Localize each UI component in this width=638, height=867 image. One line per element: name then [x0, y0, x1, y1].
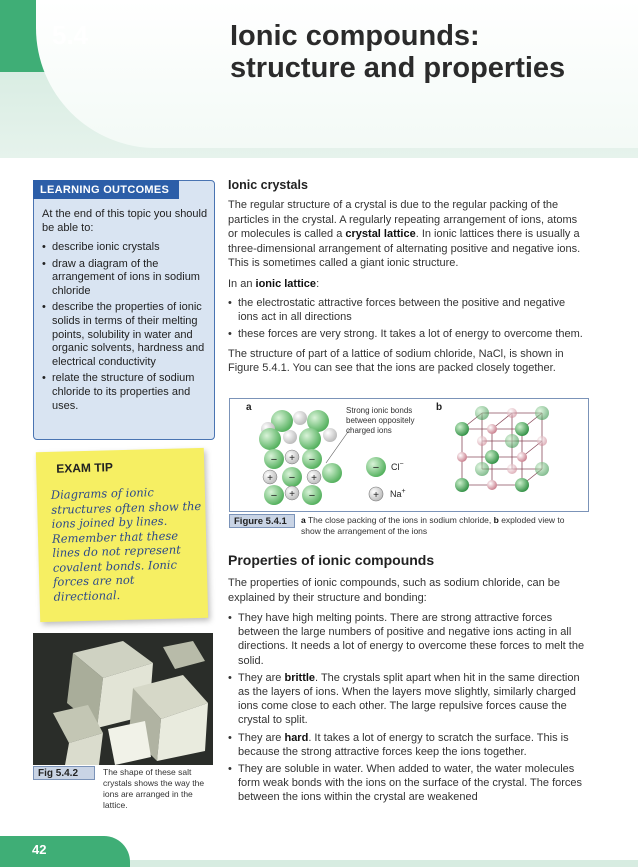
- salt-crystals-photo: [33, 633, 213, 765]
- ion-sign-minus: −: [270, 490, 278, 502]
- page-number-tab: [0, 836, 130, 867]
- properties-list: [228, 611, 588, 805]
- ion-sign-plus: +: [311, 473, 317, 484]
- legend-sodium: Na+: [390, 488, 406, 499]
- legend-na-sign: +: [373, 490, 379, 501]
- learning-outcomes-heading: LEARNING OUTCOMES: [33, 180, 179, 199]
- properties-intro: The properties of ionic compounds, such as sodium chloride, can be explained by their structure and bonding:: [228, 577, 561, 604]
- ionic-crystals-section: [228, 178, 588, 376]
- ion-sign-minus: −: [288, 472, 296, 484]
- page-number: 42: [32, 842, 47, 857]
- figure-5-4-1: [229, 398, 589, 512]
- ion-sign-plus: +: [289, 453, 295, 464]
- outcome-item: • describe ionic crystals: [42, 241, 210, 255]
- ion-sign-plus: +: [289, 489, 295, 500]
- figure-label-a: a: [246, 402, 252, 413]
- outcome-item: • describe the properties of ionic solids in terms of their melting points, solubility in water and organic solvents, hardness and electrical conductivity: [42, 301, 210, 369]
- photo-figure-label: Fig 5.4.2: [33, 766, 95, 780]
- list-item: • They are soluble in water. When added to water, the water molecules form weak bonds with the ions on the surface of the crystal. The forces between the ions within the crystal are weakened: [228, 762, 588, 805]
- properties-section: [228, 552, 588, 808]
- outcome-item: • draw a diagram of the arrangement of ions in sodium chloride: [42, 258, 210, 299]
- exam-tip-note: [36, 448, 208, 622]
- ionic-lattice-intro: In an ionic lattice:: [228, 277, 320, 290]
- section-number: 5.4: [52, 20, 89, 50]
- exam-tip-text: Diagrams of ionic structures often show the ions joined by lines. Remember that these lines do not represent covalent bonds. Ionic forces are not directional.: [50, 485, 202, 604]
- figure-label-b: b: [436, 402, 443, 413]
- list-item: • these forces are very strong. It takes a lot of energy to overcome them.: [228, 327, 588, 341]
- photo-caption-text: The shape of these salt crystals shows the way the ions are arranged in the lattice.: [103, 767, 205, 810]
- legend-cl-sign: −: [372, 462, 380, 474]
- ion-sign-plus: +: [267, 473, 273, 484]
- ionic-crystals-paragraph-3: The structure of part of a lattice of sodium chloride, NaCl, is shown in Figure 5.4.1. You can see that the ions are packed closely together.: [228, 347, 564, 375]
- ionic-crystals-heading: Ionic crystals: [228, 178, 308, 192]
- learning-outcomes-intro: At the end of this topic you should be able to:: [42, 208, 208, 234]
- photo-caption: [33, 766, 213, 810]
- list-item: • the electrostatic attractive forces between the positive and negative ions act in all directions: [228, 296, 588, 324]
- legend-chloride: Cl−: [391, 461, 404, 472]
- learning-outcomes-box: [33, 180, 215, 440]
- ion-sign-minus: −: [308, 454, 316, 466]
- ion-sign-minus: −: [308, 490, 316, 502]
- ionic-crystals-paragraph-1: The regular structure of a crystal is due to the regular packing of the particles in the crystal. A regularly repeating arrangement of ions, atoms or molecules is called a crystal lattice. In ionic lattices there is usually a three-dimensional arrangement of alternating positive and negative ions. This is sometimes called a giant ionic structure.: [228, 199, 581, 269]
- exploded-lattice-diagram: [462, 413, 542, 485]
- close-packed-lattice-diagram: [259, 410, 350, 505]
- figure-5-4-1-label: Figure 5.4.1: [229, 514, 295, 528]
- list-item: • They have high melting points. There are strong attractive forces between the large numbers of positive and negative ions acting in all directions. It needs a lot of energy to overcome these forces to melt the solid.: [228, 611, 588, 668]
- page-title: Ionic compounds: structure and properties: [230, 20, 566, 84]
- figure-5-4-1-caption: a The close packing of the ions in sodium chloride, b exploded view to show the arrangement of the ions: [301, 515, 565, 536]
- figure-annotation: Strong ionic bonds between oppositely charged ions: [346, 406, 415, 435]
- list-item: • They are hard. It takes a lot of energy to scratch the surface. This is because the strong attractive forces keep the ions together.: [228, 731, 588, 759]
- learning-outcomes-list: [42, 241, 210, 416]
- list-item: • They are brittle. The crystals split apart when hit in the same direction as the layers of ions. When the layers move slightly, similarly charged ions come close to each other. The large repulsive forces cause the crystal to split.: [228, 671, 588, 728]
- properties-heading: Properties of ionic compounds: [228, 552, 435, 568]
- ion-sign-minus: −: [270, 454, 278, 466]
- outcome-item: • relate the structure of sodium chloride to its properties and uses.: [42, 372, 210, 413]
- figure-legend: [366, 457, 406, 501]
- exam-tip-heading: EXAM TIP: [56, 460, 114, 476]
- ionic-lattice-list: [228, 296, 588, 342]
